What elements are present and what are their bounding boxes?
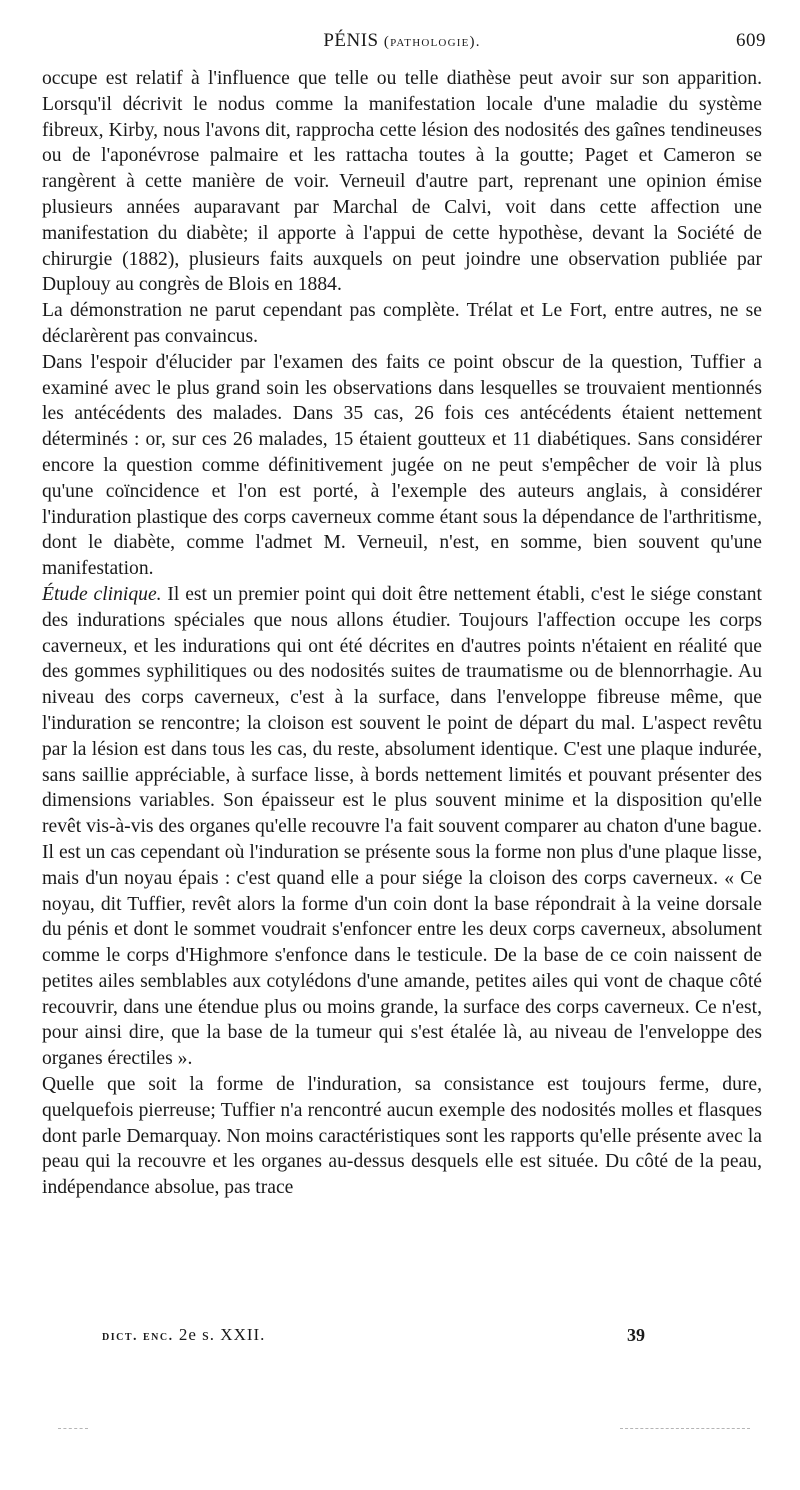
paragraph bbox=[42, 66, 762, 298]
bottom-rule bbox=[620, 1428, 750, 1430]
paragraph-text: Dans l'espoir d'élucider par l'examen des faits ce point obscur de la question, Tuffier a examiné avec le plus grand soin les observations dans lesquelles se trouvaient mentionnés les antécédents des malades. Dans 35 cas, 26 fois ces antécédents étaient nettement déterminés : or, sur ces 26 malades, 15 étaient goutteux et 11 diabétiques. Sans considérer encore la question comme définitivement jugée on ne peut s'empêcher de voir là plus qu'une coïncidence et l'on est porté, à l'exemple des auteurs anglais, à considérer l'induration plastique des corps caverneux comme étant sous la dépendance de l'arthritisme, dont le diabète, comme l'admet M. Verneuil, n'est, en somme, bien souvent qu'une manifestation. bbox=[42, 351, 762, 580]
signature-number: 39 bbox=[627, 1325, 645, 1345]
signature-series: 2e s. XXII. bbox=[178, 1325, 266, 1344]
paragraph bbox=[42, 582, 762, 1072]
paragraph bbox=[42, 298, 762, 350]
running-title-main: PÉNIS bbox=[323, 30, 379, 51]
signature-mark bbox=[102, 1325, 265, 1345]
page-number: 609 bbox=[736, 30, 766, 51]
bottom-rule bbox=[58, 1428, 88, 1430]
running-title-sub: (pathologie). bbox=[383, 34, 481, 50]
paragraph-text: Quelle que soit la forme de l'induration, sa consistance est toujours ferme, dure, quelquefois pierreuse; Tuffier n'a rencontré aucun exemple des nodosités molles et flasques dont parle Demarquay. Non moins caractéristiques sont les rapports qu'elle présente avec la peau qui la recouvre et les organes au-dessus desquels elle est située. Du côté de la peau, indépendance absolue, pas trace bbox=[42, 1074, 762, 1199]
page-footer bbox=[42, 1325, 762, 1355]
page bbox=[42, 30, 766, 1201]
paragraph-text: Il est un premier point qui doit être nettement établi, c'est le siége constant des indurations spéciales que nous allons étudier. Toujours l'affection occupe les corps caverneux, et les indurations qui ont été décrites en d'autres points n'étaient en réalité que des gommes syphilitiques ou des nodosités suites de traumatisme ou de blennorrhagie. Au niveau des corps caverneux, c'est à la surface, dans l'enveloppe fibreuse même, que l'induration se rencontre; la cloison est souvent le point de départ du mal. L'aspect revêtu par la lésion est dans tous les cas, du reste, absolument identique. C'est une plaque indurée, sans saillie appréciable, à surface lisse, à bords nettement limités et pouvant présenter des dimensions variables. Son épaisseur est le plus souvent minime et la disposition qu'elle revêt vis-à-vis des organes qu'elle recouvre l'a fait souvent comparer au chaton d'une bague. Il est un cas cependant où l'induration se présente sous la forme non plus d'une plaque lisse, mais d'un noyau épais : c'est quand elle a pour siége la cloison des corps caverneux. « Ce noyau, dit Tuffier, revêt alors la forme d'un coin dont la base répondrait à la veine dorsale du pénis et dont le sommet voudrait s'enfoncer entre les deux corps caverneux, absolument comme le corps d'Highmore s'enfonce dans le testicule. De la base de ce coin naissent de petites ailes semblables aux cotylédons d'une amande, petites ailes qui vont de chaque côté recouvrir, dans une étendue plus ou moins grande, la surface des corps caverneux. Ce n'est, pour ainsi dire, que la base de la tumeur qui s'est étalée là, au niveau de l'enveloppe des organes érectiles ». bbox=[42, 583, 762, 1070]
paragraph-text: occupe est relatif à l'influence que telle ou telle diathèse peut avoir sur son apparition. Lorsqu'il décrivit le nodus comme la manifestation locale d'une maladie du système fibreux, Kirby, nous l'avons dit, rapprocha cette lésion des nodosités des gaînes tendineuses ou de l'aponévrose palmaire et les rattacha toutes à la goutte; Paget et Cameron se rangèrent à cette manière de voir. Verneuil d'autre part, reprenant une opinion émise plusieurs années auparavant par Marchal de Calvi, voit dans cette affection une manifestation du diabète; il apporte à l'appui de cette hypothèse, devant la Société de chirurgie (1882), plusieurs faits auxquels on peut joindre une observation publiée par Duplouy au congrès de Blois en 1884. bbox=[42, 68, 762, 296]
signature-prefix: dict. enc. bbox=[102, 1329, 174, 1344]
section-subheading: Étude clinique. bbox=[42, 583, 162, 605]
body-text bbox=[42, 66, 762, 1201]
paragraph bbox=[42, 1072, 762, 1201]
running-title bbox=[42, 30, 762, 52]
paragraph bbox=[42, 350, 762, 582]
running-head bbox=[42, 30, 766, 58]
paragraph-text: La démonstration ne parut cependant pas complète. Trélat et Le Fort, entre autres, ne se déclarèrent pas convaincus. bbox=[42, 300, 762, 347]
